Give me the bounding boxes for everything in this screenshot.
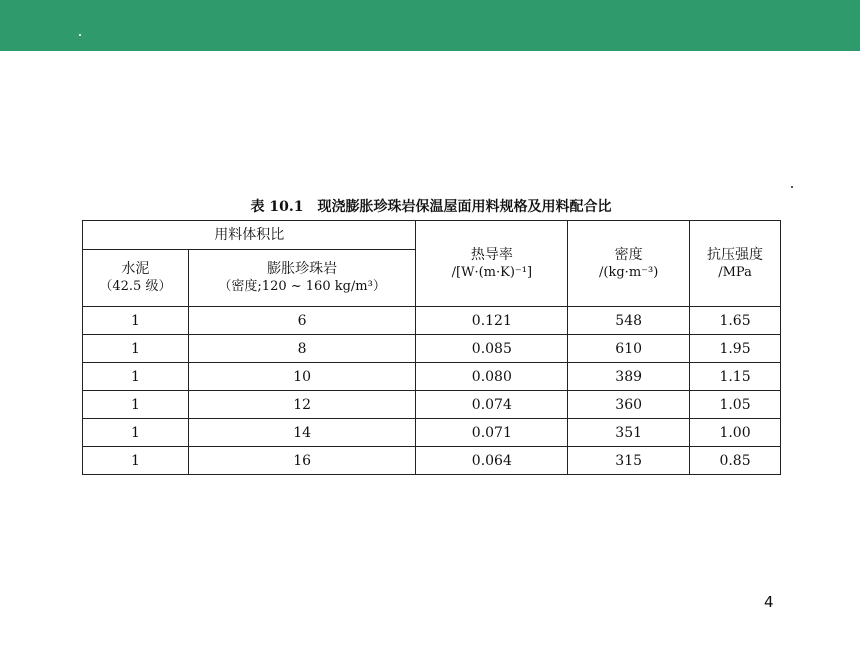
cell-strength: 1.05 [690,391,781,419]
cell-density: 610 [568,335,690,363]
cell-conductivity: 0.071 [416,419,568,447]
header-density [568,221,690,307]
header-conductivity [416,221,568,307]
cell-conductivity: 0.074 [416,391,568,419]
cell-density: 351 [568,419,690,447]
cell-perlite: 12 [188,391,416,419]
cell-strength: 1.65 [690,307,781,335]
page-number: 4 [764,593,774,611]
header-perlite-label: 膨胀珍珠岩 [267,261,338,277]
stray-dot [791,186,793,188]
cell-density: 315 [568,447,690,475]
cell-conductivity: 0.064 [416,447,568,475]
header-volume-ratio: 用料体积比 [83,221,416,250]
table-caption [82,196,780,216]
table-row [83,419,781,447]
table-row [83,335,781,363]
cell-cement: 1 [83,307,189,335]
cell-strength: 1.15 [690,363,781,391]
cell-density: 548 [568,307,690,335]
header-cement-label: 水泥 [121,261,150,277]
cell-cement: 1 [83,363,189,391]
cell-perlite: 14 [188,419,416,447]
header-strength [690,221,781,307]
table-row [83,391,781,419]
cell-perlite: 10 [188,363,416,391]
caption-title: 现浇膨胀珍珠岩保温屋面用料规格及用料配合比 [317,199,612,215]
header-density-label: 密度 [614,246,643,263]
cell-perlite: 8 [188,335,416,363]
cell-cement: 1 [83,447,189,475]
cell-perlite: 6 [188,307,416,335]
caption-number: 表 10.1 [250,199,304,215]
spec-table [82,220,781,475]
header-perlite-density: （密度;120 ~ 160 kg/m³） [218,279,386,294]
header-cement [83,250,189,307]
table-row [83,363,781,391]
cell-conductivity: 0.121 [416,307,568,335]
title-band [0,0,860,51]
header-conductivity-label: 热导率 [470,246,513,263]
cell-strength: 1.00 [690,419,781,447]
table-row [83,307,781,335]
cell-cement: 1 [83,419,189,447]
header-cement-grade: （42.5 级） [99,279,172,294]
table-row [83,447,781,475]
header-perlite [188,250,416,307]
header-density-unit: /(kg·m⁻³) [599,264,659,280]
cell-density: 389 [568,363,690,391]
header-strength-label: 抗压强度 [707,246,764,263]
cell-conductivity: 0.080 [416,363,568,391]
cell-strength: 0.85 [690,447,781,475]
cell-strength: 1.95 [690,335,781,363]
header-strength-unit: /MPa [718,264,752,280]
cell-perlite: 16 [188,447,416,475]
band-dot [79,34,81,36]
cell-cement: 1 [83,335,189,363]
cell-conductivity: 0.085 [416,335,568,363]
cell-density: 360 [568,391,690,419]
cell-cement: 1 [83,391,189,419]
header-conductivity-unit: /[W·(m·K)⁻¹] [451,264,533,280]
